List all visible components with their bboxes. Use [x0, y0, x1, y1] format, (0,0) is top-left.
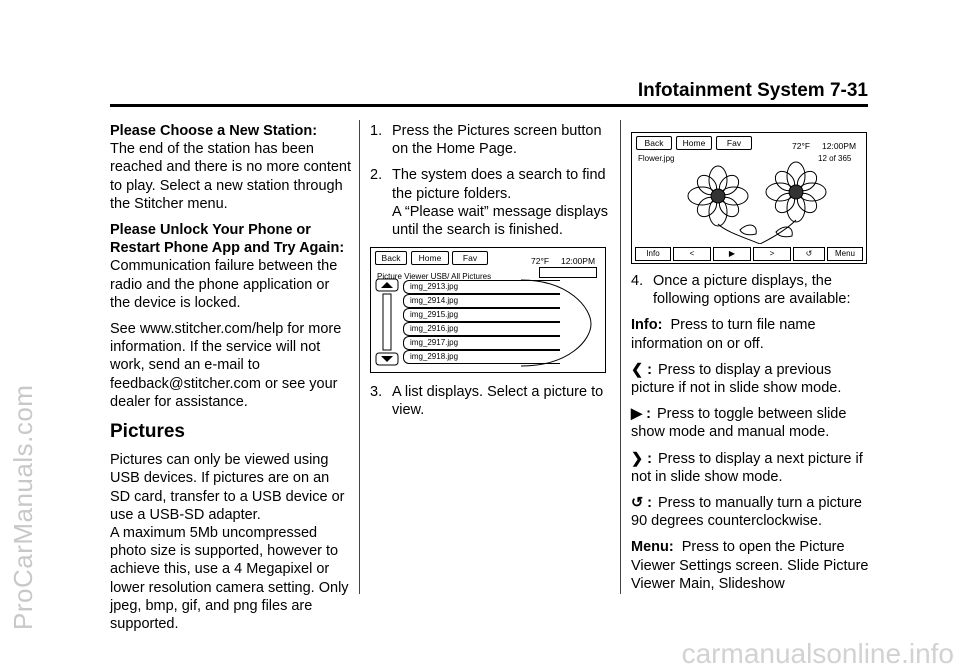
file-list-item: img_2917.jpg — [403, 336, 560, 350]
play-icon: ▶ — [728, 249, 736, 258]
paragraph-unlock-phone — [110, 221, 352, 312]
chevron-right-icon: ❯ : — [631, 450, 653, 467]
page-header — [110, 80, 868, 106]
screen-bottom-bar — [635, 247, 863, 260]
view-mode-icons — [539, 267, 597, 278]
paragraph-new-station — [110, 122, 352, 213]
header-rule — [110, 104, 868, 107]
back-button: Back — [375, 251, 407, 265]
unlock-phone-text: Communication failure between the radio and the phone application or the device is locked. — [110, 258, 338, 311]
step-text: A list displays. Select a picture to view. — [392, 384, 604, 419]
scroll-up-icon — [381, 282, 393, 288]
chevron-left-icon: < — [689, 249, 695, 258]
step-text: Once a picture displays, the following options are available: — [653, 273, 851, 308]
section-title-pictures: Pictures — [110, 421, 185, 443]
bottom-watermark: carmanualsonline.info — [681, 638, 954, 669]
step-number: 1. — [370, 123, 383, 139]
info-label: Info: — [631, 317, 663, 334]
menu-description: Press to open the Picture Viewer Settings screen. Slide Picture Viewer Main, Slideshow — [631, 539, 869, 592]
chevron-right-icon: > — [769, 249, 775, 258]
step-3 — [370, 383, 612, 419]
option-previous — [631, 361, 871, 397]
column-2 — [370, 122, 612, 428]
rotate-button — [793, 247, 825, 261]
previous-description: Press to display a previous picture if not in slide show mode. — [631, 361, 842, 397]
picture-list-screen-illustration — [370, 247, 606, 373]
paragraph-photo-size: A maximum 5Mb uncompressed photo size is supported, however to achieve this, use a 4 Megapixel or lower resolution camera setting. Only jpeg, bmp, gif, and png files are supported. — [110, 525, 349, 633]
screen-top-bar — [375, 251, 601, 265]
folder-path: Picture Viewer USB/ All Pictures — [377, 272, 492, 282]
next-button — [753, 247, 791, 261]
step-4-block — [631, 272, 871, 308]
picture-counter: 12 of 365 — [818, 154, 852, 163]
file-list-item: img_2918.jpg — [403, 350, 560, 364]
rotate-description: Press to manually turn a picture 90 degrees counterclockwise. — [631, 495, 862, 530]
chevron-left-icon: ❮ : — [631, 361, 653, 378]
step-2 — [370, 166, 612, 239]
picture-filename: Flower.jpg — [638, 154, 675, 163]
play-button — [713, 247, 751, 261]
menu-label: Menu: — [631, 539, 674, 556]
file-list-item: img_2916.jpg — [403, 322, 560, 336]
scroll-bar — [375, 278, 399, 366]
info-button: Info — [635, 247, 671, 261]
step-text: Press the Pictures screen button on the Home Page. — [392, 123, 602, 158]
new-station-heading: Please Choose a New Station: — [110, 123, 318, 139]
step-1 — [370, 122, 612, 158]
step-4 — [631, 272, 871, 308]
step-number: 2. — [370, 167, 383, 184]
option-rotate — [631, 494, 871, 530]
fav-button: Fav — [716, 136, 752, 150]
new-station-text: The end of the station has been reached and there is no more content to play. Select a new station through the Stitcher menu. — [110, 141, 352, 212]
option-menu — [631, 538, 871, 593]
flower-picture — [636, 160, 860, 244]
back-button: Back — [636, 136, 672, 150]
paragraph-stitcher-help: See www.stitcher.com/help for more information. If the service will not work, send an e-mail to feedback@stitcher.com or see your dealer for assistance. — [110, 321, 342, 410]
home-button: Home — [411, 251, 449, 265]
option-next — [631, 450, 871, 486]
option-info — [631, 316, 871, 352]
rotate-icon: ↺ — [805, 249, 813, 258]
step-number: 3. — [370, 384, 383, 401]
scroll-down-icon — [381, 356, 393, 362]
page-title: Infotainment System 7-31 — [637, 80, 868, 101]
previous-button — [673, 247, 711, 261]
step-text: The system does a search to find the picture folders. — [392, 167, 606, 202]
column-1 — [110, 122, 352, 641]
clock: 12:00PM — [822, 141, 857, 151]
menu-button: Menu — [827, 247, 863, 261]
option-play — [631, 405, 871, 441]
unlock-phone-heading: Please Unlock Your Phone or Restart Phone App and Try Again: — [110, 222, 345, 257]
home-button: Home — [676, 136, 712, 150]
side-watermark: ProCarManuals.com — [8, 384, 38, 630]
file-list-item: img_2915.jpg — [403, 308, 560, 322]
temperature: 72°F — [792, 141, 811, 151]
step-text-continued: A “Please wait” message displays until the search is finished. — [392, 203, 608, 239]
temperature: 72°F — [531, 256, 550, 267]
clock: 12:00PM — [561, 256, 596, 267]
next-description: Press to display a next picture if not in slide show mode. — [631, 450, 863, 485]
column-divider-1 — [359, 120, 360, 594]
paragraph-usb-devices: Pictures can only be viewed using USB devices. If pictures are on an SD card, transfer to a USB device or use a USB-SD adapter. — [110, 452, 345, 523]
step-number: 4. — [631, 273, 644, 289]
play-icon: ▶ : — [631, 406, 652, 423]
screen-top-bar — [636, 136, 862, 150]
column-divider-2 — [620, 120, 621, 594]
fav-button: Fav — [452, 251, 488, 265]
picture-viewer-screen-illustration — [631, 132, 867, 264]
file-list-item: img_2913.jpg — [403, 280, 560, 294]
play-description: Press to toggle between slide show mode and manual mode. — [631, 406, 847, 441]
column-3 — [631, 122, 871, 601]
info-description: Press to turn file name information on or off. — [631, 317, 816, 352]
rotate-icon: ↺ : — [631, 495, 653, 512]
file-list-item: img_2914.jpg — [403, 294, 560, 308]
